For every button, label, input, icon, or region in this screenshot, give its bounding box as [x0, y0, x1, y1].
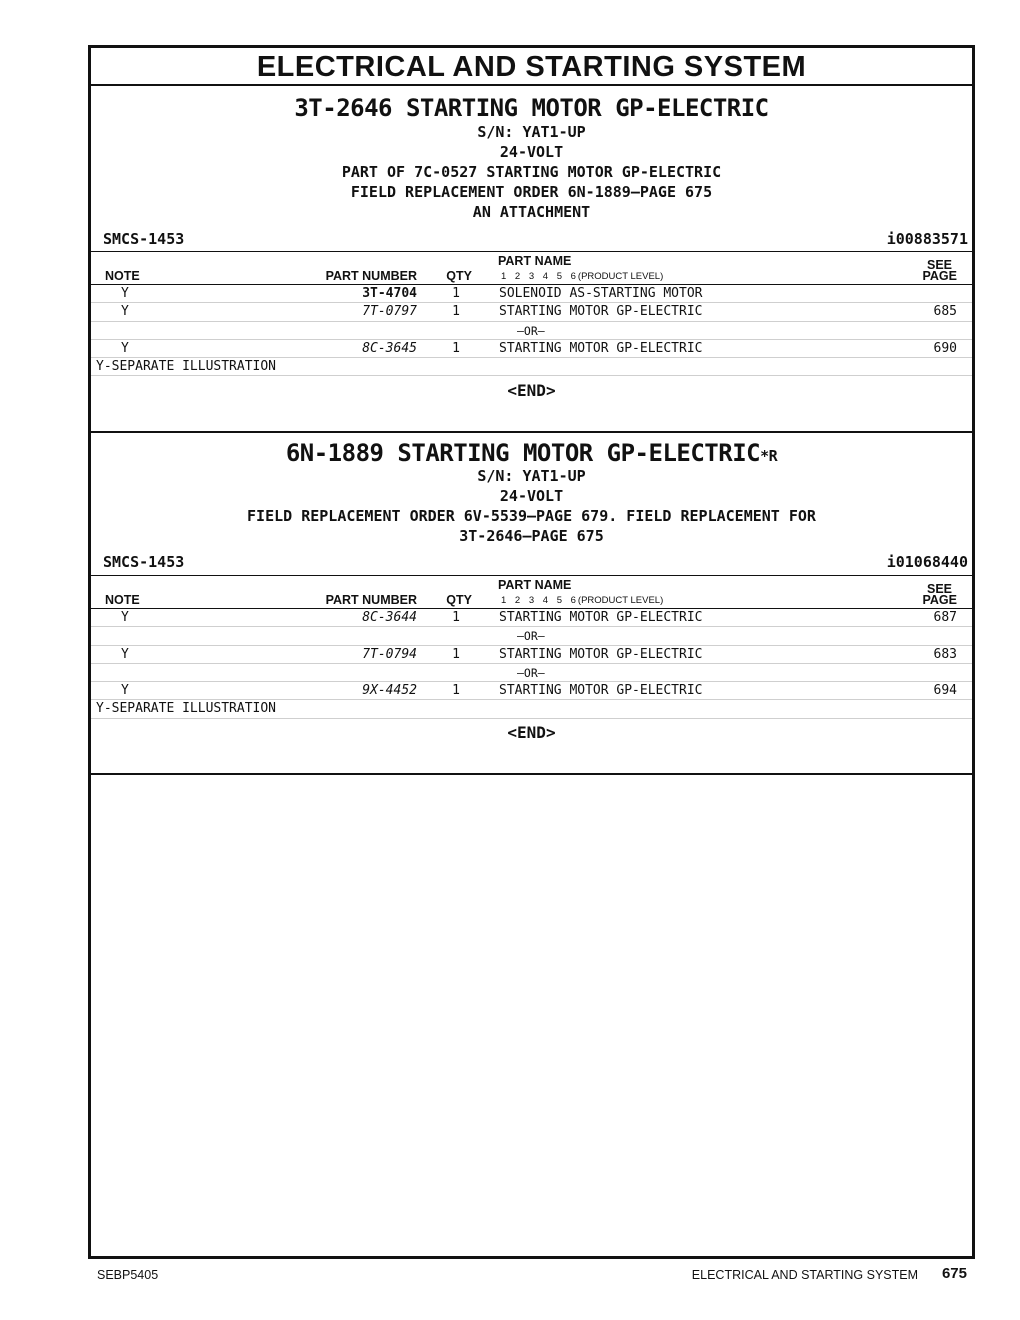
group-title-text: 3T-2646 STARTING MOTOR GP-ELECTRIC — [294, 94, 769, 122]
info-line: FIELD REPLACEMENT ORDER 6V-5539—PAGE 679. FIELD REPLACEMENT FOR — [247, 507, 816, 525]
row-qty: 1 — [452, 286, 460, 301]
product-level-numbers: 1 2 3 4 5 6 — [501, 595, 576, 606]
row-part-number: 7T-0797 — [362, 304, 417, 320]
row-part-name: STARTING MOTOR GP-ELECTRIC — [499, 683, 703, 699]
table-row — [91, 682, 972, 700]
row-note: Y — [121, 610, 129, 625]
illustration-id: i00883571 — [886, 230, 968, 248]
header-part-number: PART NUMBER — [325, 269, 417, 283]
table-row — [91, 340, 972, 358]
footer-doc-id: SEBP5405 — [97, 1268, 159, 1282]
header-qty: QTY — [446, 593, 472, 607]
info-line: 24-VOLT — [499, 487, 564, 505]
table-row-or — [91, 627, 972, 645]
row-see-page: 687 — [933, 610, 957, 625]
table-row — [91, 303, 972, 321]
row-part-number: 9X-4452 — [362, 683, 417, 699]
row-see-page: 694 — [933, 683, 957, 699]
product-level-numbers: 1 2 3 4 5 6 — [501, 271, 576, 282]
header-see: SEE — [926, 258, 952, 272]
header-product-levels — [501, 271, 663, 282]
row-qty: 1 — [452, 683, 460, 699]
group-section-3t-2646 — [91, 86, 972, 433]
product-level-label: (PRODUCT LEVEL) — [577, 271, 664, 282]
group-title — [91, 439, 972, 467]
row-part-number: 7T-0794 — [362, 646, 417, 662]
row-qty: 1 — [452, 646, 460, 662]
or-separator: —OR— — [517, 665, 545, 680]
page-frame — [88, 45, 975, 1259]
table-header — [91, 575, 972, 609]
group-info — [91, 466, 972, 546]
row-see-page: 685 — [933, 304, 957, 320]
header-qty: QTY — [446, 269, 472, 283]
serial-number: S/N: YAT1-UP — [477, 467, 586, 485]
product-level-label: (PRODUCT LEVEL) — [577, 595, 664, 606]
header-page: PAGE — [922, 593, 957, 607]
end-marker: <END> — [507, 381, 556, 400]
row-qty: 1 — [452, 610, 460, 625]
row-part-number: 8C-3644 — [362, 610, 417, 625]
info-line: PART OF 7C-0527 STARTING MOTOR GP-ELECTRIC — [341, 163, 722, 181]
serial-number: S/N: YAT1-UP — [477, 123, 586, 141]
footnote: Y-SEPARATE ILLUSTRATION — [96, 359, 277, 375]
table-row-or — [91, 664, 972, 682]
table-row-footnote — [91, 358, 972, 376]
group-title-mark: *R — [760, 447, 778, 465]
group-title — [91, 94, 972, 122]
illustration-id: i01068440 — [886, 553, 968, 571]
row-note: Y — [121, 304, 129, 320]
row-qty: 1 — [452, 340, 460, 356]
row-part-name: STARTING MOTOR GP-ELECTRIC — [499, 646, 703, 662]
table-row — [91, 609, 972, 627]
group-title-text: 6N-1889 STARTING MOTOR GP-ELECTRIC — [285, 439, 761, 467]
smcs-code: SMCS-1453 — [103, 553, 185, 571]
header-page: PAGE — [922, 269, 957, 283]
header-product-levels — [501, 595, 663, 606]
page-title: ELECTRICAL AND STARTING SYSTEM — [91, 48, 972, 86]
or-separator: —OR— — [517, 323, 545, 338]
footer-section-name: ELECTRICAL AND STARTING SYSTEM — [691, 1268, 918, 1282]
info-line: 3T-2646—PAGE 675 — [459, 527, 604, 545]
row-part-name: STARTING MOTOR GP-ELECTRIC — [499, 340, 703, 356]
table-row — [91, 646, 972, 664]
info-line: 24-VOLT — [499, 143, 564, 161]
parts-table-body — [91, 609, 972, 719]
table-row-footnote — [91, 700, 972, 718]
row-see-page: 683 — [933, 646, 957, 662]
footer-page-number: 675 — [941, 1265, 967, 1282]
header-part-number: PART NUMBER — [325, 593, 417, 607]
group-section-6n-1889 — [91, 433, 972, 775]
row-note: Y — [121, 286, 129, 301]
info-line: AN ATTACHMENT — [472, 203, 591, 221]
table-row-or — [91, 322, 972, 340]
header-note: NOTE — [105, 269, 140, 283]
table-header — [91, 251, 972, 285]
header-part-name: PART NAME — [498, 578, 572, 592]
smcs-code: SMCS-1453 — [103, 230, 185, 248]
row-part-number: 3T-4704 — [362, 286, 417, 301]
row-part-name: STARTING MOTOR GP-ELECTRIC — [499, 610, 703, 625]
row-part-number: 8C-3645 — [362, 340, 417, 356]
row-note: Y — [121, 340, 129, 356]
footnote: Y-SEPARATE ILLUSTRATION — [96, 701, 277, 717]
info-line: FIELD REPLACEMENT ORDER 6N-1889—PAGE 675 — [350, 183, 713, 201]
table-row — [91, 285, 972, 303]
header-note: NOTE — [105, 593, 140, 607]
header-part-name: PART NAME — [498, 254, 572, 268]
row-note: Y — [121, 646, 129, 662]
end-marker: <END> — [507, 723, 556, 742]
header-see: SEE — [926, 582, 952, 596]
row-note: Y — [121, 683, 129, 699]
row-part-name: SOLENOID AS-STARTING MOTOR — [499, 286, 703, 301]
or-separator: —OR— — [517, 629, 545, 644]
row-part-name: STARTING MOTOR GP-ELECTRIC — [499, 304, 703, 320]
group-info — [91, 122, 972, 222]
row-qty: 1 — [452, 304, 460, 320]
parts-table-body — [91, 285, 972, 376]
row-see-page: 690 — [933, 340, 957, 356]
